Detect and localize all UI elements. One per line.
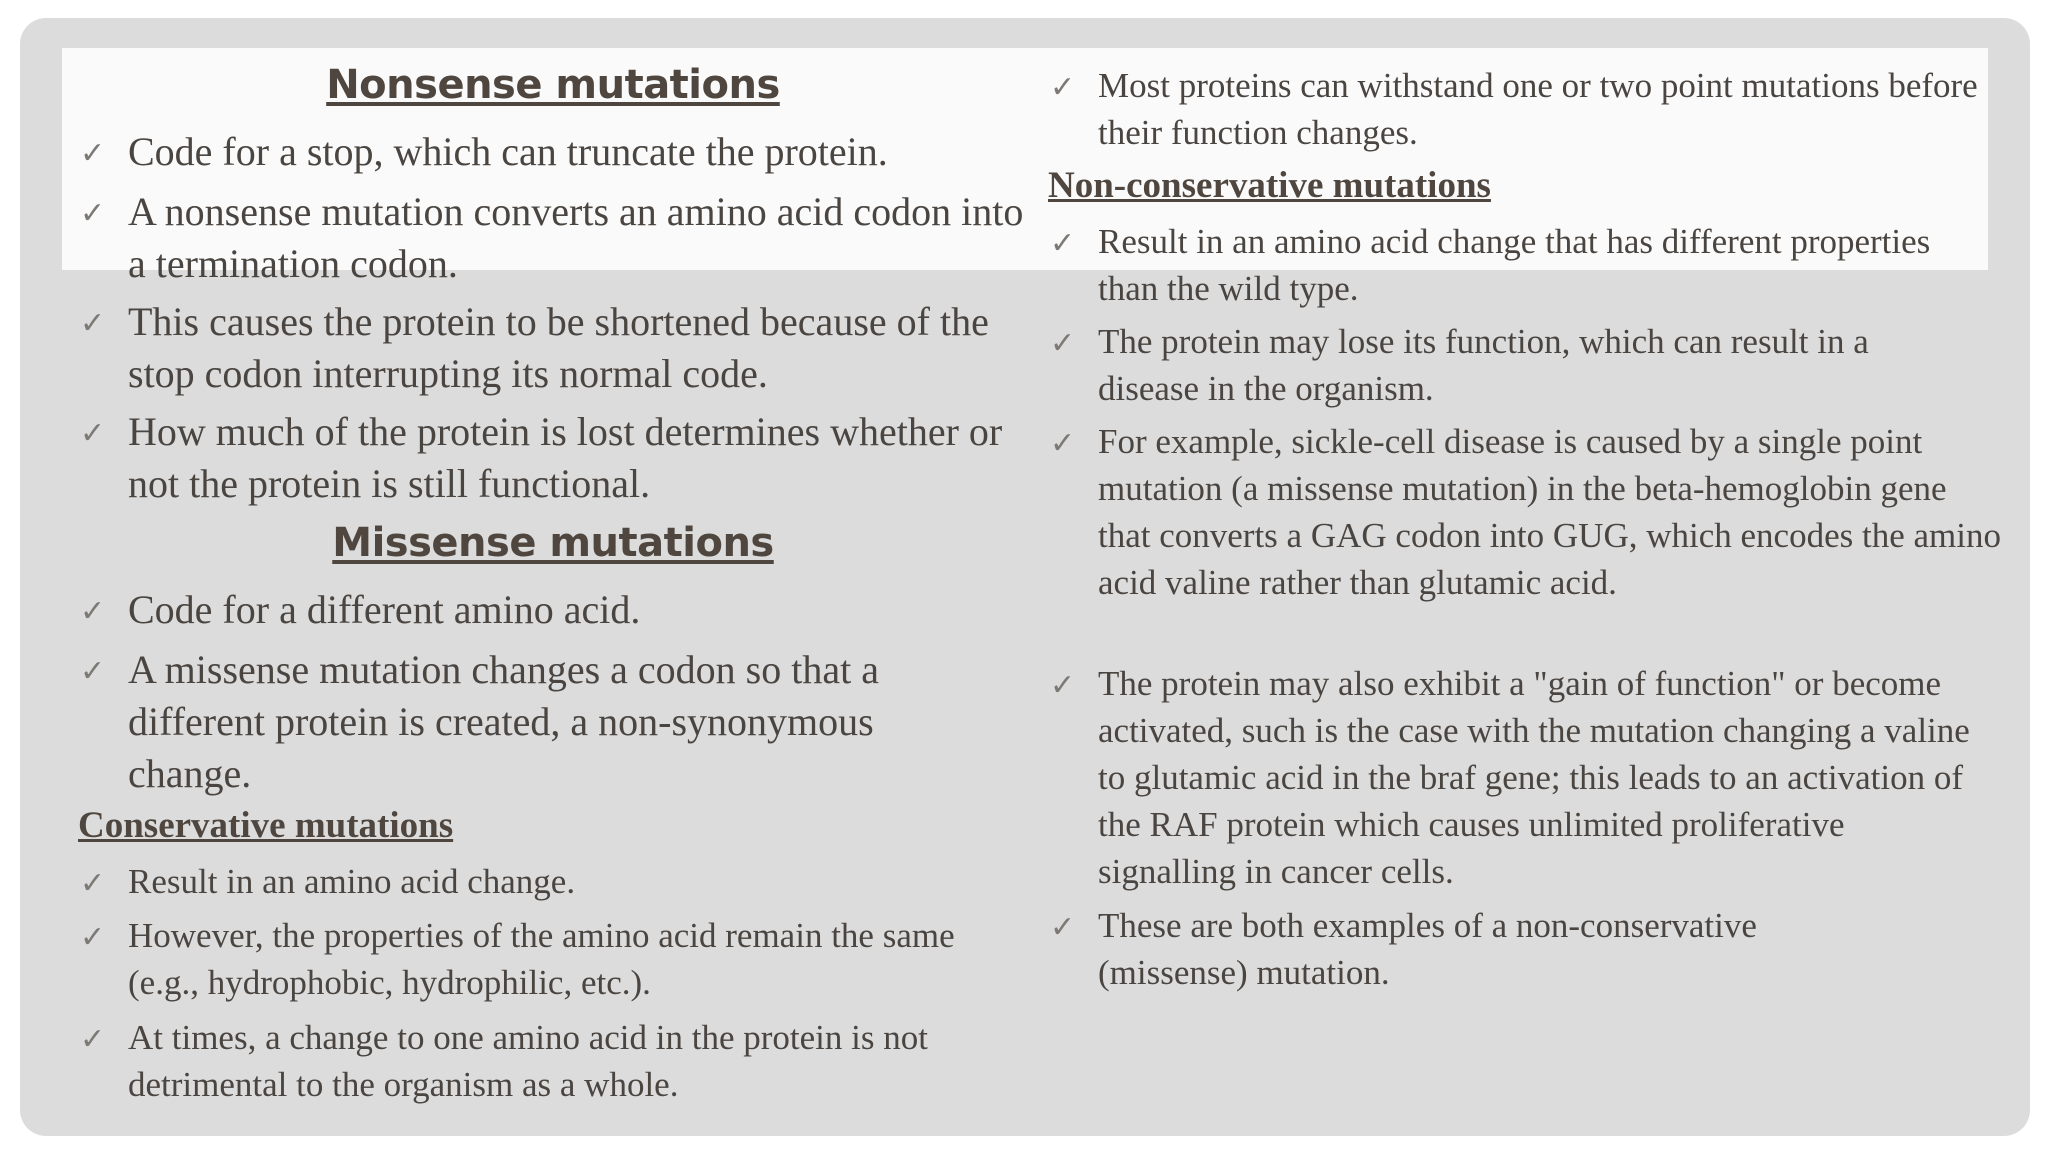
list-item: ✓ Code for a different amino acid. <box>128 584 1028 636</box>
checkmark-icon: ✓ <box>80 654 106 689</box>
list-item: ✓ The protein may also exhibit a "gain of function" or become activated, such is the case with the mutation changing a valine to glutamic acid in the braf gene; this leads to an activation of the RAF protein which causes unlimited proliferative signalling in cancer cells. <box>1050 664 1970 891</box>
conservative-heading: Conservative mutations <box>78 805 454 846</box>
nonconservative-heading: Non-conservative mutations <box>1048 165 1491 206</box>
missense-heading: Missense mutations <box>332 520 774 566</box>
checkmark-icon: ✓ <box>1050 910 1076 945</box>
checkmark-icon: ✓ <box>80 920 106 955</box>
checkmark-icon: ✓ <box>1050 326 1076 361</box>
list-item: ✓ A nonsense mutation converts an amino acid codon into a termination codon. <box>80 189 1024 286</box>
nonsense-heading: Nonsense mutations <box>326 62 780 108</box>
list-item: ✓ Code for a stop, which can truncate the protein. <box>128 126 1028 178</box>
list-item: ✓ For example, sickle-cell disease is caused by a single point mutation (a missense mutation) in the beta-hemoglobin gene that converts a GAG codon into GUG, which encodes the amino acid valine rather than glutamic acid. <box>1050 422 2001 602</box>
list-item: ✓ The protein may lose its function, which can result in a disease in the organism. <box>1050 322 1869 408</box>
checkmark-icon: ✓ <box>1050 426 1076 461</box>
list-item: ✓ However, the properties of the amino acid remain the same (e.g., hydrophobic, hydrophilic, etc.). <box>80 916 955 1002</box>
checkmark-icon: ✓ <box>80 196 106 231</box>
checkmark-icon: ✓ <box>80 866 106 901</box>
checkmark-icon: ✓ <box>80 594 106 629</box>
checkmark-icon: ✓ <box>1050 668 1076 703</box>
checkmark-icon: ✓ <box>80 416 106 451</box>
checkmark-icon: ✓ <box>1050 226 1076 261</box>
list-item: ✓ Result in an amino acid change that has different properties than the wild type. <box>1050 222 1931 308</box>
list-item: ✓ How much of the protein is lost determines whether or not the protein is still functional. <box>80 409 1003 506</box>
list-item: ✓ At times, a change to one amino acid in the protein is not detrimental to the organism as a whole. <box>80 1018 928 1104</box>
list-item: ✓ Result in an amino acid change. <box>128 858 1028 905</box>
list-item: ✓ This causes the protein to be shortened because of the stop codon interrupting its normal code. <box>80 299 989 396</box>
checkmark-icon: ✓ <box>80 136 106 171</box>
checkmark-icon: ✓ <box>80 306 106 341</box>
checkmark-icon: ✓ <box>80 1022 106 1057</box>
list-item: ✓ A missense mutation changes a codon so that a different protein is created, a non-synonymous change. <box>80 647 879 796</box>
list-item: ✓ Most proteins can withstand one or two point mutations before their function changes. <box>1050 66 1978 152</box>
checkmark-icon: ✓ <box>1050 70 1076 105</box>
list-item: ✓ These are both examples of a non-conservative (missense) mutation. <box>1050 906 1757 992</box>
